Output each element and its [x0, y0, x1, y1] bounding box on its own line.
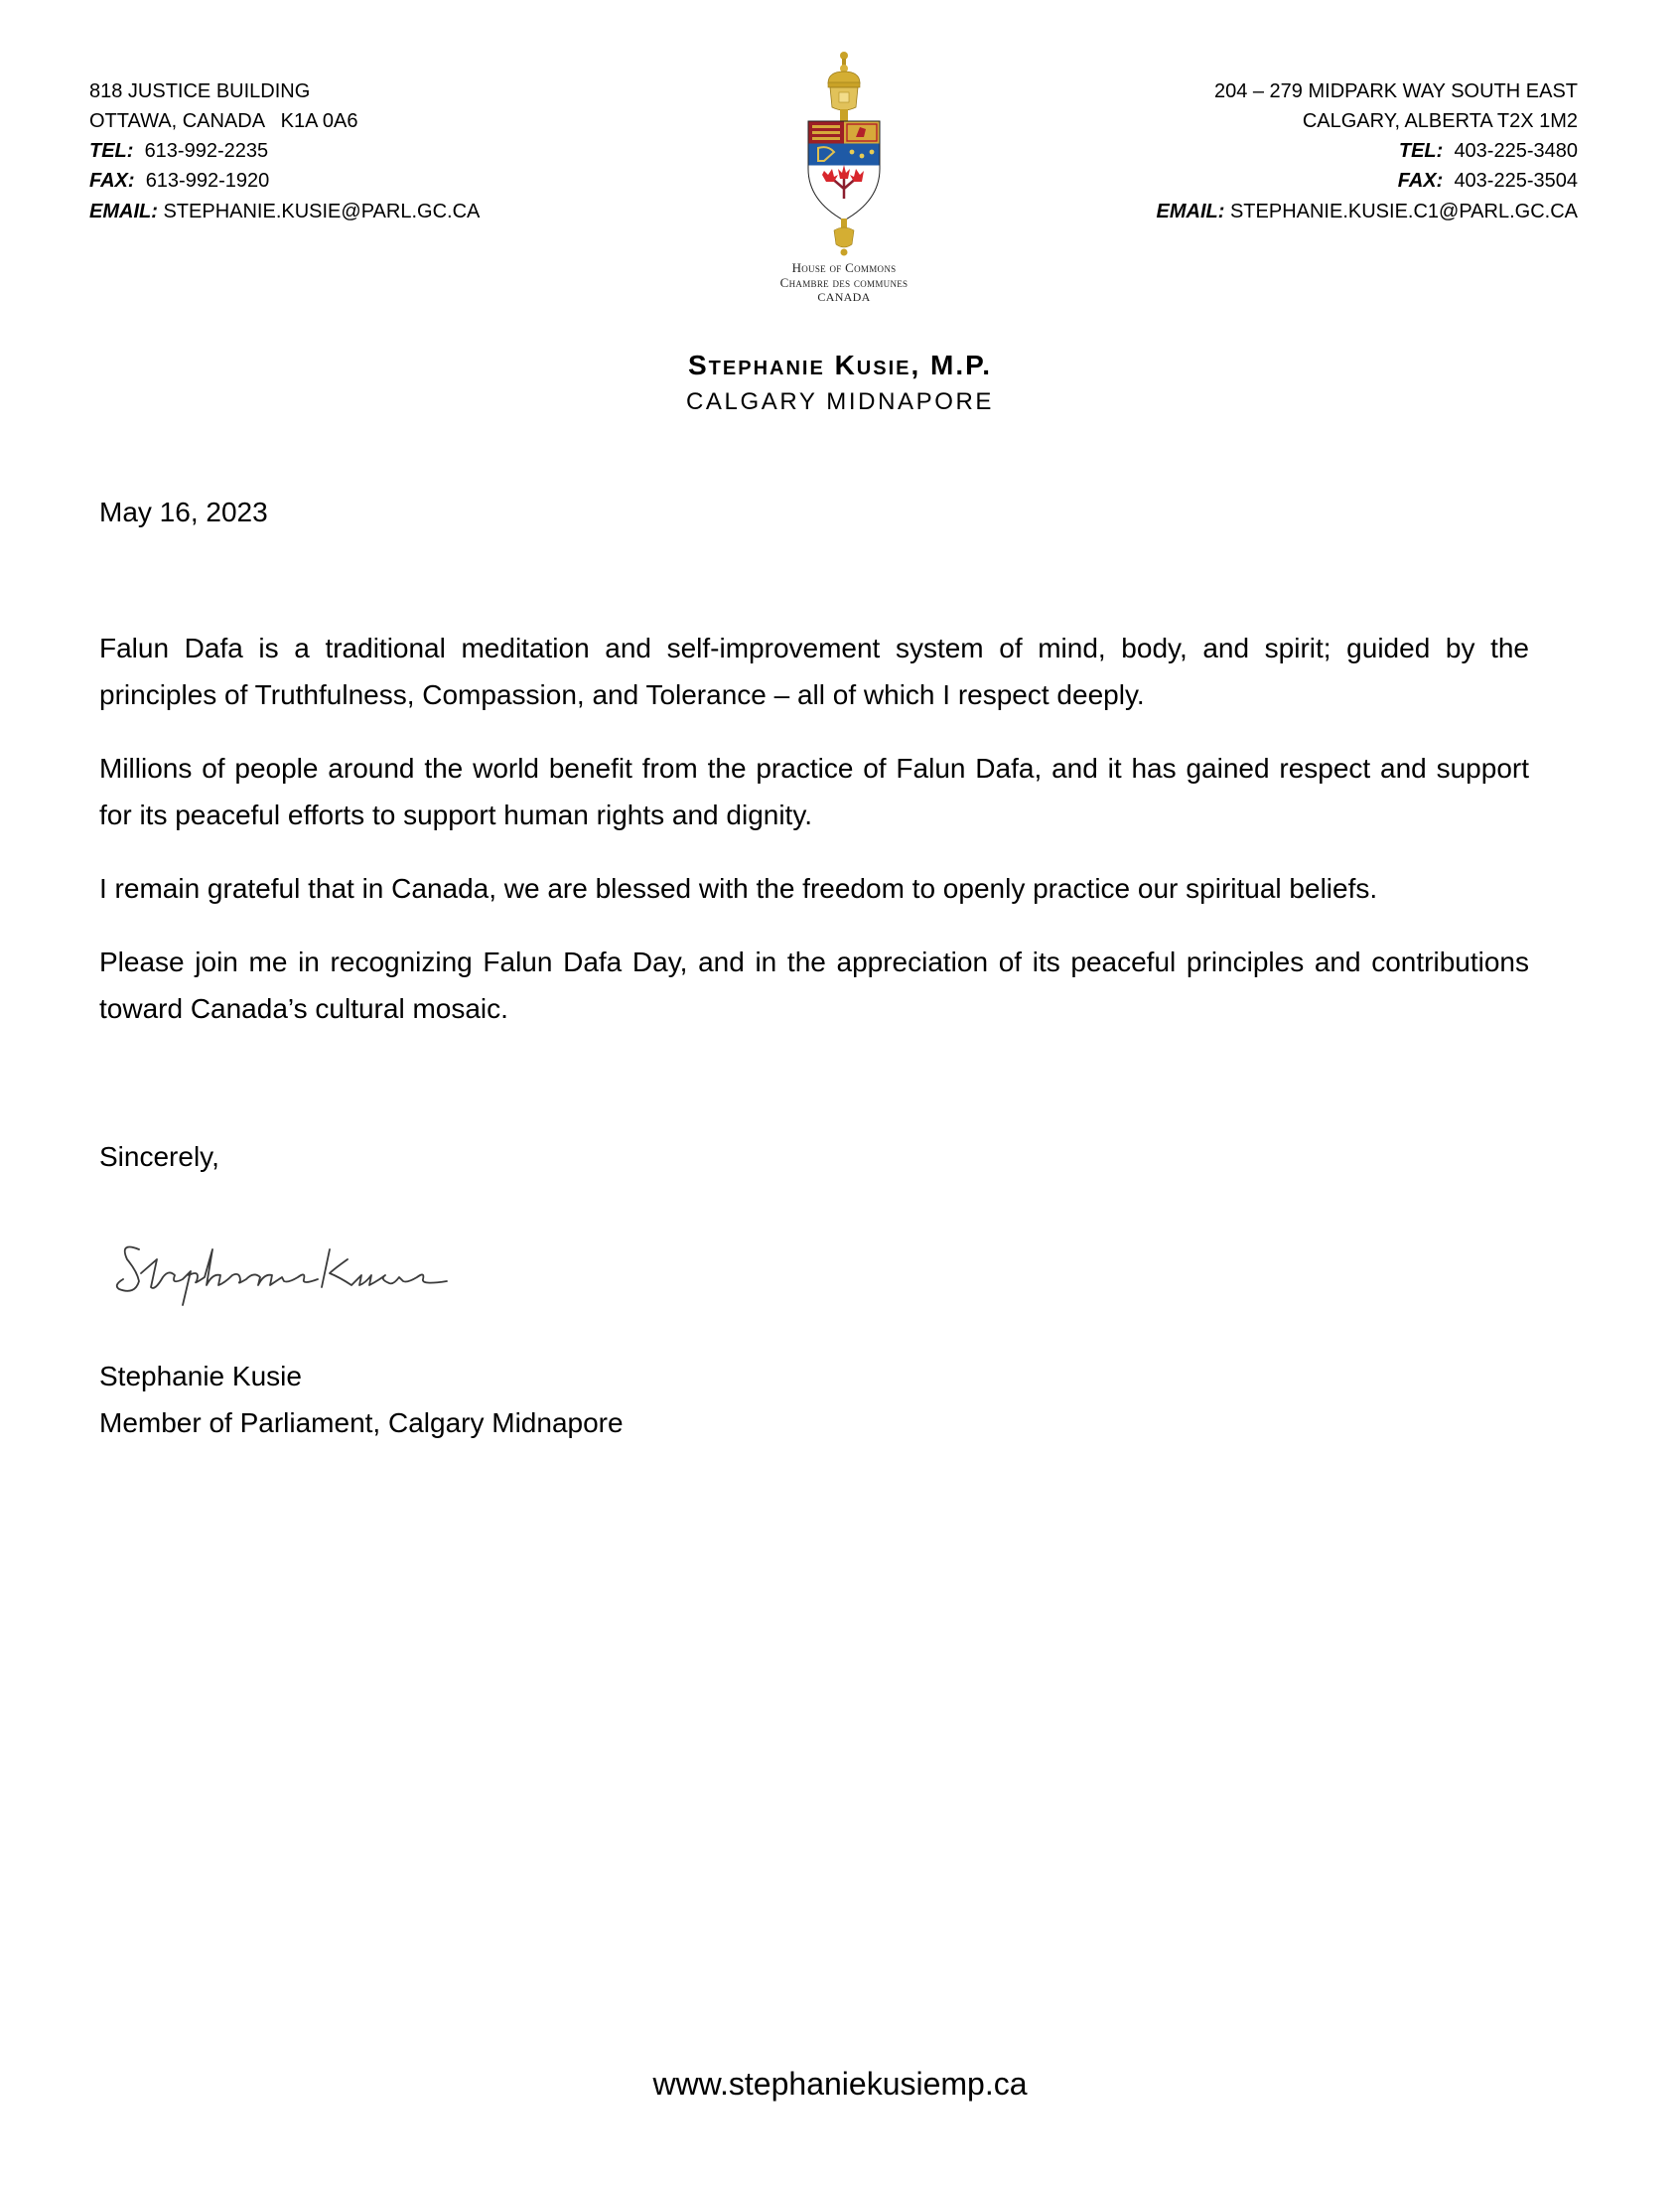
ottawa-fax: 613-992-1920 — [145, 170, 270, 192]
ottawa-email: STEPHANIE.KUSIE@PARL.GC.CA — [163, 201, 481, 222]
signer-name: Stephanie Kusie — [99, 1361, 302, 1391]
tel-label: TEL: — [1398, 140, 1444, 162]
letter-date: May 16, 2023 — [99, 497, 268, 527]
ottawa-address-line1: 818 JUSTICE BUILDING — [89, 80, 311, 102]
calgary-address-line1: 204 – 279 MIDPARK WAY SOUTH EAST — [1213, 80, 1578, 102]
ottawa-tel-row — [89, 136, 480, 166]
email-label: EMAIL: — [1156, 201, 1225, 222]
crest-caption-french: Chambre des communes — [779, 275, 909, 290]
calgary-address-line2: CALGARY, ALBERTA T2X 1M2 — [1302, 110, 1578, 132]
fax-label: FAX: — [89, 170, 135, 192]
ottawa-email-row — [89, 197, 480, 226]
ottawa-address-line2: OTTAWA, CANADA K1A 0A6 — [89, 110, 358, 132]
calgary-fax-row — [1157, 166, 1578, 196]
calgary-fax: 403-225-3504 — [1454, 170, 1578, 192]
email-label: EMAIL: — [89, 201, 158, 222]
crest-caption-english: House of Commons — [791, 260, 897, 275]
signer-block — [99, 1353, 624, 1446]
body-paragraph: Millions of people around the world benefit from the practice of Falun Dafa, and it has gained respect and support for its peaceful efforts to support human rights and dignity. — [99, 753, 1529, 830]
house-of-commons-crest-icon — [794, 50, 894, 258]
body-paragraph: Falun Dafa is a traditional meditation and self-improvement system of mind, body, and spirit; guided by the principles of Truthfulness, Compassion, and Tolerance – all of which I respect deeply. — [99, 633, 1529, 710]
calgary-email-row — [1157, 197, 1578, 226]
ottawa-office-address — [89, 76, 480, 226]
crest-caption — [735, 260, 953, 305]
calgary-email: STEPHANIE.KUSIE.C1@PARL.GC.CA — [1229, 201, 1578, 222]
calgary-office-address — [1157, 76, 1578, 226]
signer-title: Member of Parliament, Calgary Midnapore — [99, 1407, 624, 1438]
calgary-tel-row — [1157, 136, 1578, 166]
mace-finial — [840, 52, 848, 60]
calgary-tel: 403-225-3480 — [1454, 140, 1578, 162]
crest-caption-country: CANADA — [817, 290, 871, 304]
body-paragraph: I remain grateful that in Canada, we are blessed with the freedom to openly practice our spiritual beliefs. — [99, 873, 1378, 904]
member-name-heading: Stephanie Kusie, M.P. — [688, 350, 992, 380]
letter-body — [99, 625, 1529, 1032]
closing-salutation: Sincerely, — [99, 1141, 219, 1172]
fax-label: FAX: — [1397, 170, 1444, 192]
body-paragraph: Please join me in recognizing Falun Dafa Day, and in the appreciation of its peaceful principles and contributions toward Canada’s cultural mosaic. — [99, 947, 1529, 1024]
riding-heading: CALGARY MIDNAPORE — [685, 388, 995, 415]
handwritten-signature — [109, 1220, 546, 1309]
ottawa-tel: 613-992-2235 — [144, 140, 269, 162]
footer-website-link[interactable]: www.stephaniekusiemp.ca — [652, 2066, 1028, 2102]
ottawa-fax-row — [89, 166, 480, 196]
tel-label: TEL: — [89, 140, 134, 162]
